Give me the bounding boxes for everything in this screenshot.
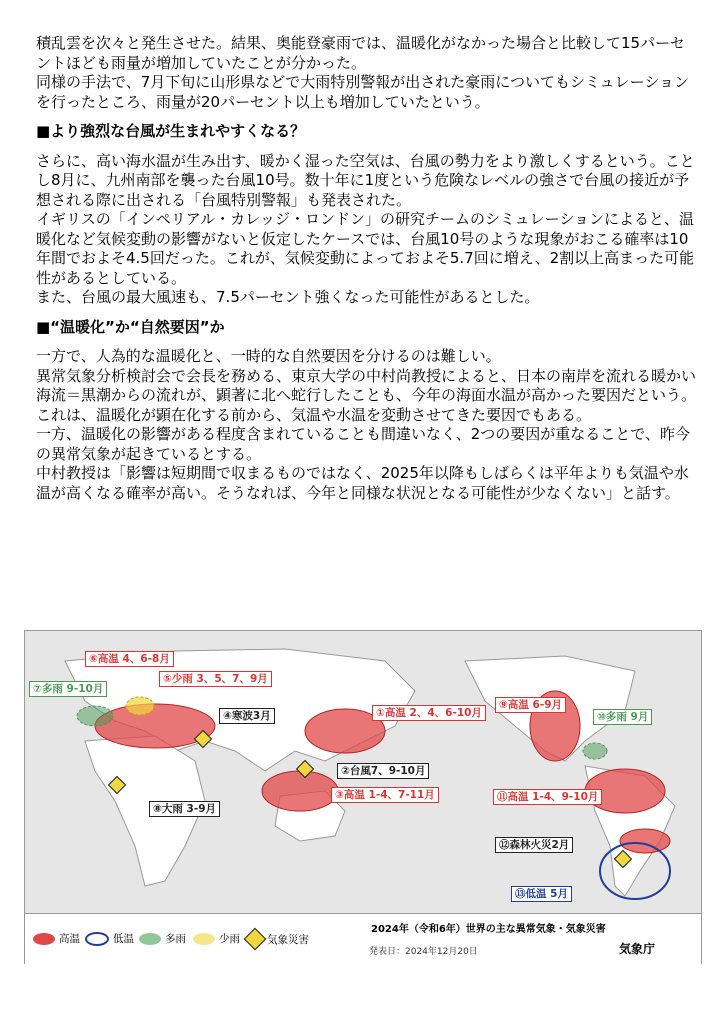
dry-area-central-europe (126, 697, 154, 715)
paragraph: 中村教授は「影響は短期間で収まるものではなく、2025年以降もしばらくは平年よりも気温や水温が高くなる確率が高い。そうなれば、今年と同様な状況となる可能性が少なくない」と話す。 (36, 464, 689, 502)
label-7: ⑦多雨 9-10月 (29, 681, 107, 697)
paragraph: 異常気象分析検討会で会長を務める、東京大学の中村尚教授によると、日本の南岸を流れる暖かい海流＝黒潮からの流れが、顕著に北へ蛇行したことも、今年の海面水温が高かった要因だという。これは、温暖化が顕在化する前から、気温や水温を変動させてきた要因でもある。 (36, 366, 697, 424)
world-map (25, 631, 701, 913)
article-body (36, 34, 696, 503)
legend-cold: 低温 (85, 931, 134, 946)
label-3: ③高温 1-4、7-11月 (331, 787, 439, 803)
paragraph: 一方、温暖化の影響がある程度含まれていることも間違いなく、2つの要因が重なることで、昨今の異常気象が起きているとする。 (36, 425, 690, 463)
legend-hot: 高温 (33, 931, 80, 946)
legend-disaster: 気象災害 (247, 931, 309, 947)
dry-swatch-icon (193, 933, 215, 945)
section-heading: ■より強烈な台風が生まれやすくなる？ (36, 122, 306, 140)
world-anomaly-map-figure (24, 630, 702, 964)
paragraph: 同様の手法で、7月下旬に山形県などで大雨特別警報が出された豪雨についてもシミュレーションを行ったところ、雨量が20パーセント以上も増加していたという。 (36, 73, 690, 111)
label-13: ⑬低温 5月 (511, 886, 572, 902)
wet-swatch-icon (139, 933, 161, 945)
paragraph: 一方で、人為的な温暖化と、一時的な自然要因を分けるのは難しい。 (36, 347, 501, 365)
label-11: ⑪高温 1-4、9-10月 (493, 789, 602, 805)
paragraph: また、台風の最大風速も、7.5パーセント強くなった可能性があるとした。 (36, 288, 540, 306)
hot-swatch-icon (33, 933, 55, 945)
map-legend (25, 913, 701, 964)
label-2: ②台風7、9-10月 (337, 763, 429, 779)
hot-area-south-america-south (620, 829, 670, 853)
label-10: ⑩多雨 9月 (593, 709, 652, 725)
hot-area-southeast-asia (262, 771, 338, 811)
label-1: ①高温 2、4、6-10月 (372, 705, 486, 721)
figure-date: 発表日：2024年12月20日 (369, 947, 478, 957)
warning-icon (244, 928, 267, 951)
paragraph: イギリスの「インペリアル・カレッジ・ロンドン」の研究チームのシミュレーションによると、温暖化など気候変動の影響がないと仮定したケースでは、台風10号のような現象がおこる確率は10年間でおよそ4.5回だった。これが、気候変動によっておよそ5.7回に増え、2割以上高まった可能性があるとしている。 (36, 210, 695, 287)
section-heading: ■“温暖化”か“自然要因”か (36, 317, 225, 336)
cold-swatch-icon (85, 932, 109, 946)
paragraph: 積乱雲を次々と発生させた。結果、奥能登豪雨では、温暖化がなかった場合と比較して15パーセントほども雨量が増加していたことが分かった。 (36, 34, 685, 72)
legend-wet: 多雨 (139, 931, 186, 946)
legend-dry: 少雨 (193, 931, 240, 946)
wet-area-iberia (77, 706, 113, 726)
label-5: ⑤少雨 3、5、7、9月 (159, 671, 272, 687)
label-6: ⑥高温 4、6-8月 (85, 651, 174, 667)
label-8: ⑧大雨 3-9月 (149, 801, 220, 817)
paragraph: さらに、高い海水温が生み出す、暖かく湿った空気は、台風の勢力をより激しくするという。ことし8月に、九州南部を襲った台風10号。数十年に1度という危険なレベルの強さで台風の接近が予想される際に出される「台風特別警報」も発表された。 (36, 151, 695, 209)
figure-caption: 2024年（令和6年）世界の主な異常気象・気象災害 (371, 924, 606, 935)
wet-area-caribbean (583, 743, 607, 759)
label-12: ⑫森林火災2月 (495, 837, 573, 853)
label-4: ④寒波3月 (219, 708, 275, 724)
label-9: ⑨高温 6-9月 (495, 697, 566, 713)
agency-name: 気象庁 (619, 942, 656, 956)
